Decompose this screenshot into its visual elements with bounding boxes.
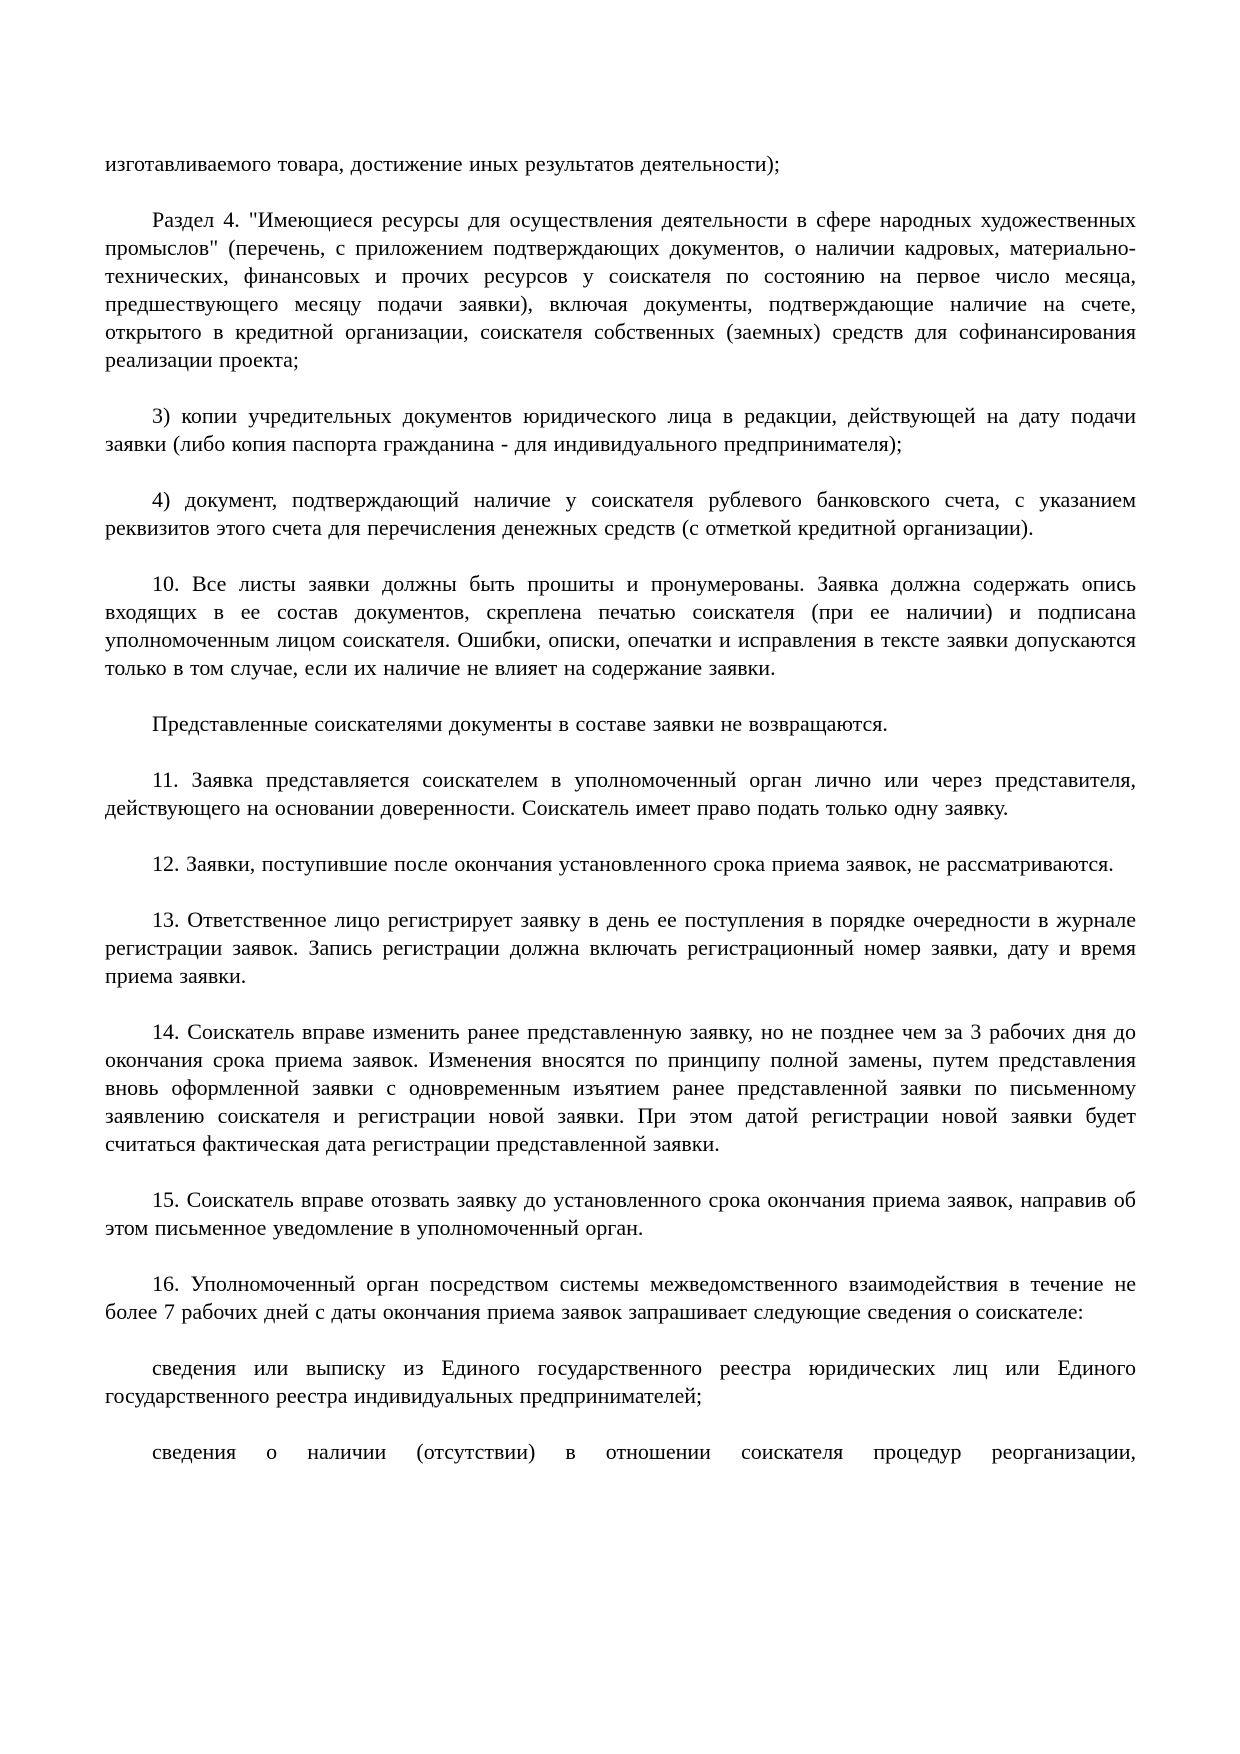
paragraph-item-3: 3) копии учредительных документов юридического лица в редакции, действующей на дату подачи заявки (либо копия паспорта гражданина - для индивидуального предпринимателя); xyxy=(105,403,1136,456)
paragraph-item-4: 4) документ, подтверждающий наличие у соискателя рублевого банковского счета, с указанием реквизитов этого счета для перечисления денежных средств (с отметкой кредитной организации). xyxy=(105,487,1136,540)
paragraph-continuation: изготавливаемого товара, достижение иных результатов деятельности); xyxy=(105,151,780,176)
paragraph-egrul-info: сведения или выписку из Единого государственного реестра юридических лиц или Единого государственного реестра индивидуальных предпринимателей; xyxy=(105,1355,1136,1408)
paragraph-clause-13: 13. Ответственное лицо регистрирует заявку в день ее поступления в порядке очередности в журнале регистрации заявок. Запись регистрации должна включать регистрационный номер заявки, дату и время приема заявки. xyxy=(105,907,1136,988)
paragraph-clause-15: 15. Соискатель вправе отозвать заявку до установленного срока окончания приема заявок, направив об этом письменное уведомление в уполномоченный орган. xyxy=(105,1187,1136,1240)
paragraph-documents-not-returned: Представленные соискателями документы в составе заявки не возвращаются. xyxy=(152,711,888,736)
paragraph-clause-12: 12. Заявки, поступившие после окончания установленного срока приема заявок, не рассматриваются. xyxy=(152,851,1114,876)
paragraph-clause-10: 10. Все листы заявки должны быть прошиты и пронумерованы. Заявка должна содержать опись входящих в ее состав документов, скреплена печатью соискателя (при ее наличии) и подписана уполномоченным лицом соискателя. Ошибки, описки, опечатки и исправления в тексте заявки допускаются только в том случае, если их наличие не влияет на содержание заявки. xyxy=(105,571,1136,680)
paragraph-reorganization-info: сведения о наличии (отсутствии) в отношении соискателя процедур реорганизации, xyxy=(152,1439,1136,1464)
paragraph-clause-14: 14. Соискатель вправе изменить ранее представленную заявку, но не позднее чем за 3 рабочих дня до окончания срока приема заявок. Изменения вносятся по принципу полной замены, путем представления вновь оформленной заявки с одновременным изъятием ранее представленной заявки по письменному заявлению соискателя и регистрации новой заявки. При этом датой регистрации новой заявки будет считаться фактическая дата регистрации представленной заявки. xyxy=(105,1019,1136,1156)
paragraph-section-4: Раздел 4. "Имеющиеся ресурсы для осуществления деятельности в сфере народных художественных промыслов" (перечень, с приложением подтверждающих документов, о наличии кадровых, материально-технических, финансовых и прочих ресурсов у соискателя по состоянию на первое число месяца, предшествующего месяцу подачи заявки), включая документы, подтверждающие наличие на счете, открытого в кредитной организации, соискателя собственных (заемных) средств для софинансирования реализации проекта; xyxy=(105,207,1136,372)
document-body xyxy=(105,150,1136,1466)
paragraph-clause-11: 11. Заявка представляется соискателем в уполномоченный орган лично или через представителя, действующего на основании доверенности. Соискатель имеет право подать только одну заявку. xyxy=(105,767,1136,820)
paragraph-clause-16: 16. Уполномоченный орган посредством системы межведомственного взаимодействия в течение не более 7 рабочих дней с даты окончания приема заявок запрашивает следующие сведения о соискателе: xyxy=(105,1271,1136,1324)
